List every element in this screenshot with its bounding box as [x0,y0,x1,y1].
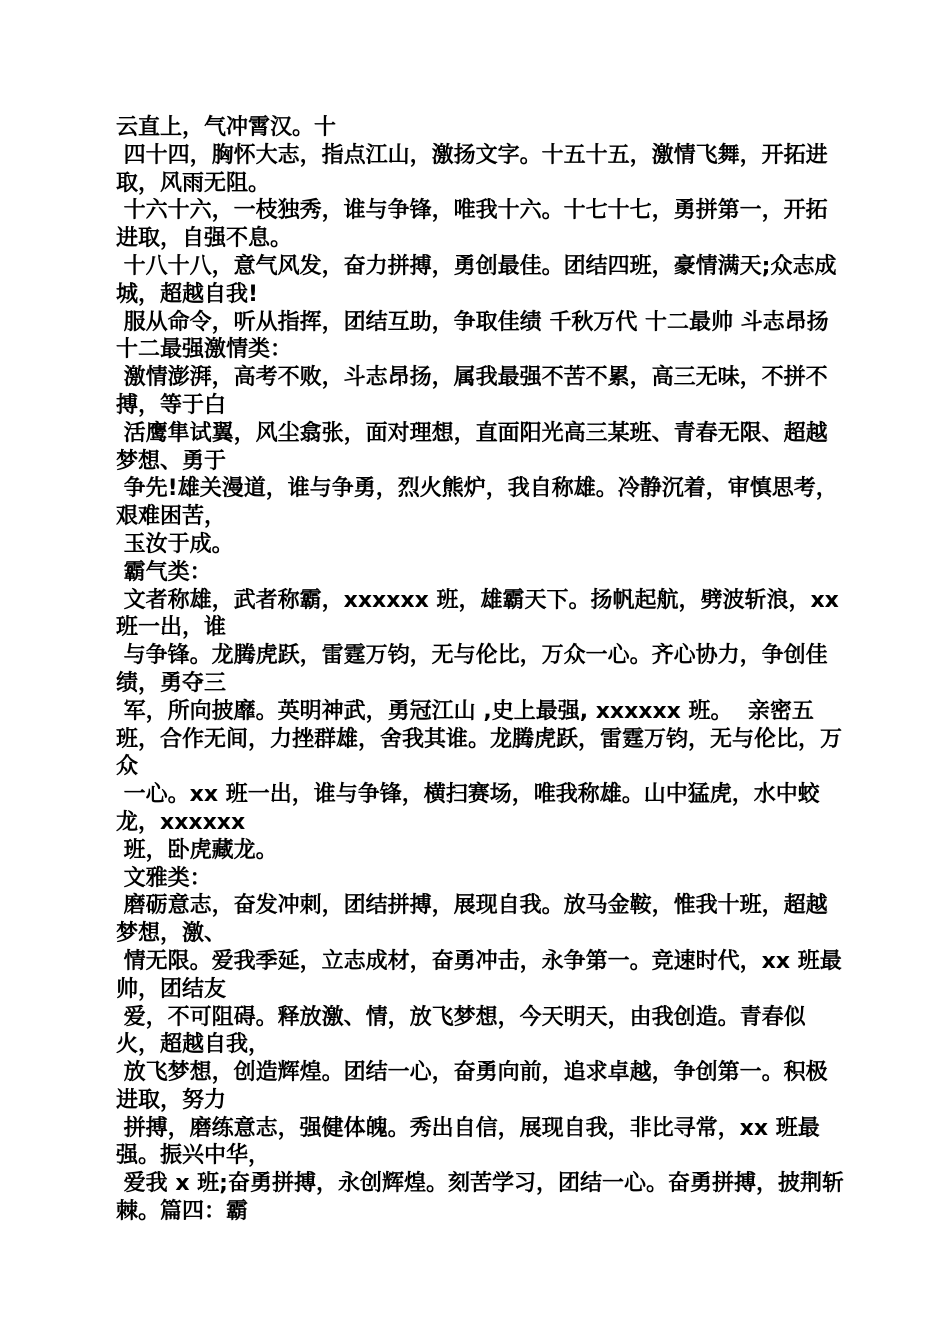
paragraph: 班，卧虎藏龙。 [116,837,278,863]
section-heading: 文雅类： [116,865,212,891]
paragraph: 放飞梦想，创造辉煌。团结一心，奋勇向前，追求卓越，争创第一。积极进取，努力 [116,1060,828,1113]
paragraph: 爱我 x 班;奋勇拼搏，永创辉煌。刻苦学习，团结一心。奋勇拼搏，披荆斩棘。篇四：霸 [116,1171,844,1225]
paragraph: 情无限。爱我季延，立志成材，奋勇冲击，永争第一。竞速时代，xx 班最帅，团结友 [116,948,842,1002]
paragraph: 十八十八，意气风发，奋力拼搏，勇创最佳。团结四班，豪情满天;众志成城，超越自我! [116,253,837,307]
section-heading: 霸气类： [116,559,212,585]
paragraph: 云直上，气冲霄汉。十 [116,115,337,140]
paragraph: 四十四，胸怀大志，指点江山，激扬文字。十五十五，激情飞舞，开拓进取，风雨无阻。 [116,142,828,196]
paragraph: 激情澎湃，高考不败，斗志昂扬，属我最强不苦不累，高三无味，不拼不搏，等于白 [116,365,828,418]
paragraph: 磨砺意志，奋发冲刺，团结拼搏，展现自我。放马金鞍，惟我十班，超越梦想，激、 [116,893,828,947]
paragraph: 争先!雄关漫道，谁与争勇，烈火熊炉，我自称雄。冷静沉着，审慎思考，艰难困苦， [116,476,838,530]
paragraph: 爱，不可阻碍。释放激、情，放飞梦想，今天明天，由我创造。青春似火，超越自我， [116,1004,806,1058]
paragraph: 拼搏，磨练意志，强健体魄。秀出自信，展现自我，非比寻常，xx 班最强。振兴中华， [116,1115,820,1169]
paragraph: 军，所向披靡。英明神武，勇冠江山 ,史上最强, xxxxxx 班。 亲密五班，合作无间，力挫群雄，舍我其谁。龙腾虎跃，雷霆万钧，无与伦比，万众 [116,698,843,780]
paragraph: 活鹰隼试翼，风尘翕张，面对理想，直面阳光高三某班、青春无限、超越梦想、勇于 [116,420,828,474]
paragraph: 玉汝于成。 [116,531,234,557]
paragraph: 与争锋。龙腾虎跃，雷霆万钧，无与伦比，万众一心。齐心协力，争创佳绩，勇夺三 [116,643,828,696]
paragraph: 一心。xx 班一出，谁与争锋，横扫赛场，唯我称雄。山中猛虎，水中蛟龙，xxxxxx [116,782,820,835]
paragraph: 服从命令，听从指挥，团结互助，争取佳绩 千秋万代 十二最帅 斗志昂扬 十二最强激情类： [116,309,837,363]
paragraph: 文者称雄，武者称霸，xxxxxx 班，雄霸天下。扬帆起航，劈波斩浪，xx 班一出，谁 [116,587,847,641]
paragraph: 十六十六，一枝独秀，谁与争锋，唯我十六。十七十七，勇拼第一，开拓进取，自强不息。 [116,198,828,252]
document-page [116,114,846,1226]
